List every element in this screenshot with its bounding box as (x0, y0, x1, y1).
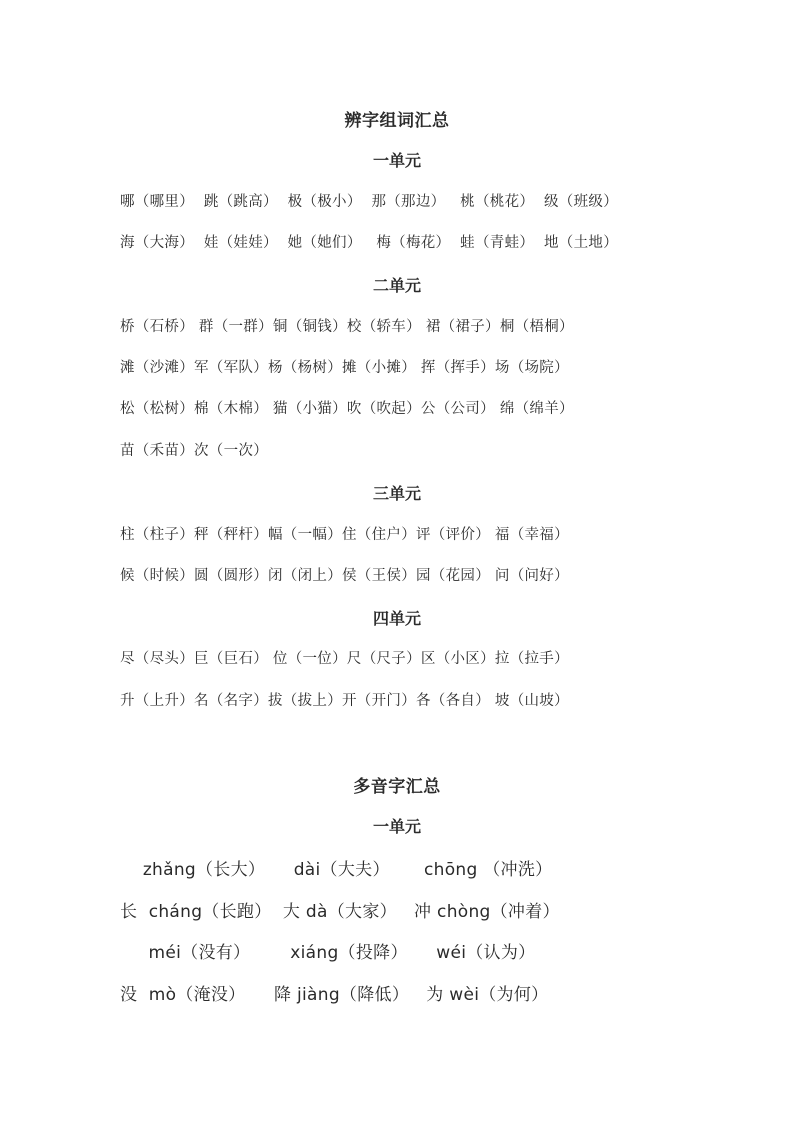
unit3-line: 候（时候）圆（圆形）闭（闭上）侯（王侯）园（花园） 问（问好） (120, 568, 569, 584)
polyphonic-line: 没 mò（淹没） 降 jiàng（降低） 为 wèi（为何） (120, 985, 549, 1005)
section-title-polyphonic: 多音字汇总 (353, 777, 441, 797)
unit2-line: 滩（沙滩）军（军队）杨（杨树）摊（小摊） 挥（挥手）场（场院） (120, 360, 569, 376)
unit4-heading: 四单元 (372, 609, 421, 628)
polyphonic-unit1-heading: 一单元 (372, 817, 421, 836)
section-title-distinguish-words: 辨字组词汇总 (344, 111, 450, 131)
unit2-heading: 二单元 (372, 276, 421, 295)
unit4-line: 尽（尽头）巨（巨石） 位（一位）尺（尺子）区（小区）拉（拉手） (120, 651, 569, 667)
polyphonic-line: 长 cháng（长跑） 大 dà（大家） 冲 chòng（冲着） (120, 902, 560, 922)
unit2-line: 苗（禾苗）次（一次） (120, 443, 268, 459)
unit1-heading: 一单元 (372, 151, 421, 170)
polyphonic-line: zhǎng（长大） dài（大夫） chōng （冲洗） (120, 860, 553, 880)
polyphonic-line: méi（没有） xiáng（投降） wéi（认为） (120, 943, 536, 963)
unit3-line: 柱（柱子）秤（秤杆）幅（一幅）住（住户）评（评价） 福（幸福） (120, 527, 569, 543)
unit3-heading: 三单元 (372, 484, 421, 503)
unit1-line: 哪（哪里） 跳（跳高） 极（极小） 那（那边） 桃（桃花） 级（班级） (120, 194, 618, 210)
unit1-line: 海（大海） 娃（娃娃） 她（她们） 梅（梅花） 蛙（青蛙） 地（土地） (120, 235, 618, 251)
unit2-line: 松（松树）棉（木棉） 猫（小猫）吹（吹起）公（公司） 绵（绵羊） (120, 401, 574, 417)
unit4-line: 升（上升）名（名字）拔（拔上）开（开门）各（各自） 坡（山坡） (120, 693, 569, 709)
unit2-line: 桥（石桥） 群（一群）铜（铜钱）校（轿车） 裙（裙子）桐（梧桐） (120, 319, 574, 335)
